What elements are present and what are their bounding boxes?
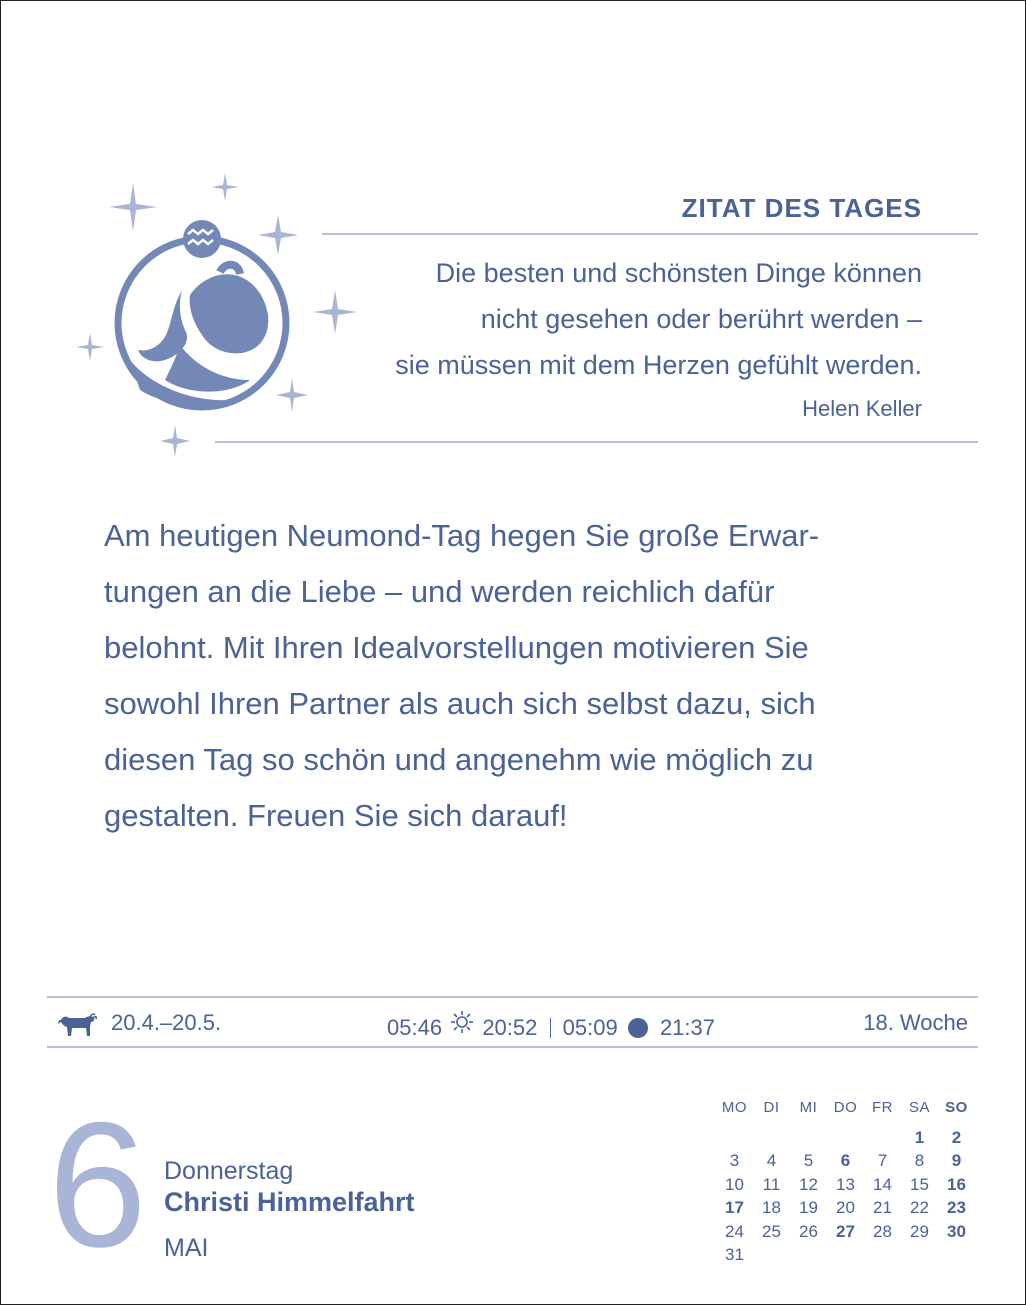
calendar-day: 7	[877, 1151, 888, 1170]
month-name: MAI	[164, 1234, 209, 1262]
calendar-day: 20	[836, 1198, 855, 1217]
calendar-empty-cell	[901, 1243, 938, 1267]
calendar-weekday-header: MO	[721, 1099, 748, 1116]
sunrise-time: 05:46	[387, 1015, 443, 1041]
moonrise-time: 05:09	[562, 1015, 618, 1041]
calendar-empty-cell	[716, 1126, 753, 1150]
calendar-day: 19	[799, 1198, 818, 1217]
calendar-day: 9	[951, 1151, 962, 1170]
bull-icon	[57, 1010, 97, 1038]
quote-line: nicht gesehen oder berührt werden –	[480, 304, 922, 334]
quote-text	[302, 250, 922, 388]
moonset-time: 21:37	[659, 1015, 715, 1041]
calendar-weekday-header: DO	[833, 1099, 858, 1116]
calendar-empty-cell	[753, 1243, 790, 1267]
calendar-day: 10	[725, 1174, 744, 1194]
calendar-day: 3	[729, 1151, 740, 1170]
calendar-empty-cell	[790, 1126, 827, 1150]
calendar-day: 12	[799, 1174, 818, 1194]
calendar-day: 22	[910, 1198, 929, 1217]
quote-author: Helen Keller	[802, 396, 922, 421]
calendar-empty-cell	[827, 1126, 864, 1150]
horoscope-line: gestalten. Freuen Sie sich darauf!	[104, 798, 568, 833]
calendar-day: 1	[914, 1127, 925, 1147]
calendar-day: 14	[873, 1174, 892, 1194]
zodiac-date-range: 20.4.–20.5.	[111, 1010, 222, 1035]
calendar-day: 27	[836, 1221, 855, 1241]
star-icon	[109, 183, 157, 231]
calendar-day: 29	[910, 1221, 929, 1241]
calendar-weekday-header: DI	[763, 1099, 780, 1116]
calendar-day: 18	[762, 1198, 781, 1217]
calendar-day: 2	[951, 1127, 962, 1147]
calendar-day: 15	[910, 1174, 929, 1194]
sunset-time: 20:52	[482, 1015, 538, 1041]
day-number: 6	[48, 1085, 147, 1284]
calendar-day: 16	[947, 1174, 966, 1194]
calendar-empty-cell	[753, 1126, 790, 1150]
info-bottom-rule	[47, 1046, 978, 1048]
calendar-day: 23	[947, 1198, 966, 1217]
moon-icon	[628, 1018, 648, 1038]
calendar-empty-cell	[864, 1126, 901, 1150]
calendar-day: 13	[836, 1174, 855, 1194]
calendar-empty-cell	[827, 1243, 864, 1267]
calendar-day: 25	[762, 1221, 781, 1241]
horoscope-line: tungen an die Liebe – und werden reichlich dafür	[104, 574, 775, 609]
quote-line: sie müssen mit dem Herzen gefühlt werden.	[395, 350, 922, 380]
calendar-day: 11	[762, 1174, 781, 1194]
calendar-weekday-header: FR	[872, 1099, 893, 1116]
horoscope-line: belohnt. Mit Ihren Idealvorstellungen motivieren Sie	[104, 630, 809, 665]
calendar-day: 17	[725, 1198, 744, 1217]
info-top-rule	[47, 996, 978, 998]
divider	[550, 1018, 551, 1038]
quote-heading: ZITAT DES TAGES	[681, 193, 922, 223]
calendar-day: 28	[873, 1221, 892, 1241]
star-icon	[258, 215, 298, 255]
calendar-empty-cell	[864, 1243, 901, 1267]
holiday-name: Christi Himmelfahrt	[164, 1187, 415, 1217]
calendar-day: 5	[803, 1151, 814, 1170]
calendar-day: 31	[725, 1245, 744, 1264]
star-icon	[76, 333, 104, 361]
calendar-day: 21	[873, 1198, 892, 1217]
calendar-day: 4	[766, 1151, 777, 1170]
calendar-empty-cell	[790, 1243, 827, 1267]
quote-top-rule	[322, 233, 978, 235]
sun-moon-times	[387, 1010, 715, 1041]
weekday: Donnerstag	[164, 1157, 294, 1185]
calendar-weekday-header: SO	[945, 1099, 968, 1116]
calendar-day: 30	[947, 1221, 966, 1241]
calendar-day: 26	[799, 1221, 818, 1241]
week-number: 18. Woche	[863, 1010, 968, 1035]
mini-calendar	[716, 1096, 975, 1267]
info-bar	[47, 1000, 978, 1046]
horoscope-line: sowohl Ihren Partner als auch sich selbst dazu, sich	[104, 686, 816, 721]
star-icon	[211, 173, 239, 201]
calendar-weekday-header: SA	[908, 1099, 930, 1116]
calendar-empty-cell	[938, 1243, 975, 1267]
calendar-day: 8	[914, 1151, 925, 1170]
calendar-weekday-header: MI	[799, 1099, 818, 1116]
horoscope-line: diesen Tag so schön und angenehm wie möglich zu	[104, 742, 814, 777]
calendar-day: 6	[840, 1151, 851, 1170]
horoscope-line: Am heutigen Neumond-Tag hegen Sie große Erwar-	[104, 518, 820, 553]
star-icon	[160, 425, 190, 457]
quote-bottom-rule	[215, 441, 978, 443]
calendar-day: 24	[725, 1221, 744, 1241]
sun-icon	[450, 1010, 474, 1034]
quote-line: Die besten und schönsten Dinge können	[435, 258, 922, 288]
horoscope-text	[104, 508, 924, 844]
